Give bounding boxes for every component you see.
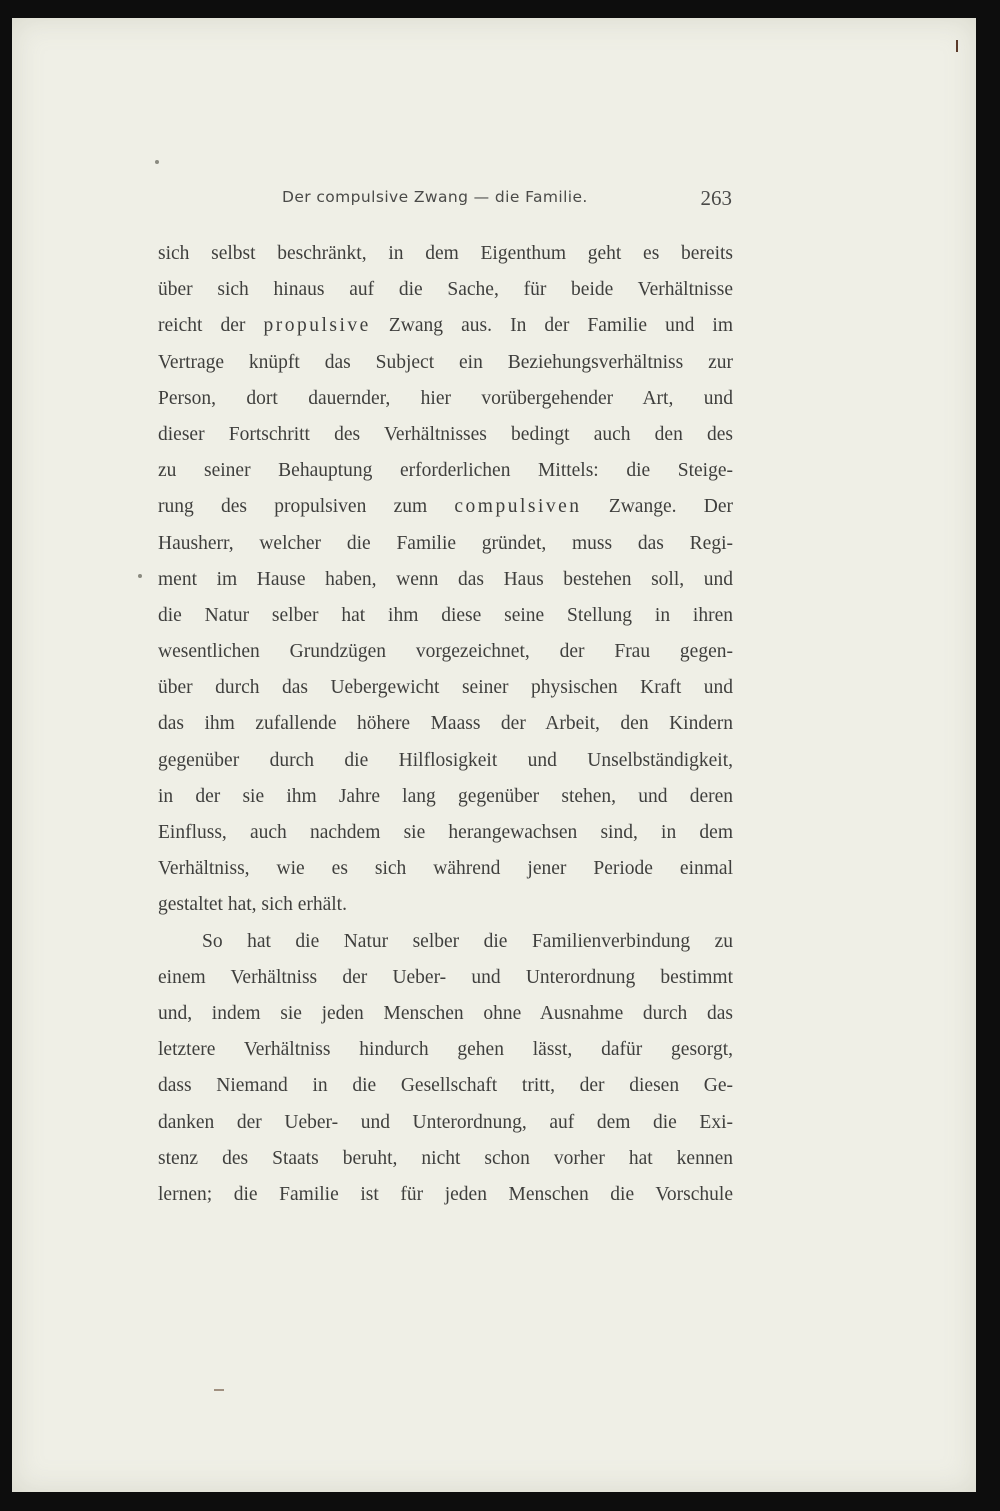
text-line: Hausherr, welcher die Familie gründet, muss das Regi- (158, 532, 733, 554)
text-line: dass Niemand in die Gesellschaft tritt, der diesen Ge- (158, 1075, 733, 1097)
margin-dot (138, 574, 142, 578)
text-fragment: Zwange. Der (581, 496, 733, 518)
text-line: wesentlichen Grundzügen vorgezeichnet, der Frau gegen- (158, 641, 733, 663)
spaced-word: compulsiven (454, 496, 582, 518)
text-line: gegenüber durch die Hilflosigkeit und Unselbständigkeit, (158, 749, 733, 771)
margin-dot (155, 160, 159, 164)
text-line: die Natur selber hat ihm diese seine Stellung in ihren (158, 604, 733, 626)
page-corner-mark (956, 40, 958, 52)
running-head: Der compulsive Zwang — die Familie. (282, 188, 588, 206)
text-line: stenz des Staats beruht, nicht schon vorher hat kennen (158, 1147, 733, 1169)
text-line: in der sie ihm Jahre lang gegenüber stehen, und deren (158, 785, 733, 807)
text-line: Person, dort dauernder, hier vorübergehender Art, und (158, 387, 733, 409)
text-fragment: reicht der (158, 315, 264, 337)
spaced-word: propulsive (263, 315, 371, 337)
text-line: zu seiner Behauptung erforderlichen Mittels: die Steige- (158, 460, 733, 482)
text-line: das ihm zufallende höhere Maass der Arbeit, den Kindern (158, 713, 733, 735)
text-line: einem Verhältniss der Ueber- und Unterordnung bestimmt (158, 966, 733, 988)
text-line: über sich hinaus auf die Sache, für beide Verhältnisse (158, 279, 733, 301)
page-header (282, 170, 732, 210)
text-line: Verhältniss, wie es sich während jener Periode einmal (158, 858, 733, 880)
text-line: über durch das Uebergewicht seiner physischen Kraft und (158, 677, 733, 699)
text-line: gestaltet hat, sich erhält. (158, 894, 347, 916)
text-line: So hat die Natur selber die Familienverbindung zu (202, 930, 733, 952)
text-line: lernen; die Familie ist für jeden Menschen die Vorschule (158, 1183, 733, 1205)
text-line: danken der Ueber- und Unterordnung, auf dem die Exi- (158, 1111, 733, 1133)
text-line: Einfluss, auch nachdem sie herangewachsen sind, in dem (158, 822, 733, 843)
text-line: und, indem sie jeden Menschen ohne Ausnahme durch das (158, 1002, 733, 1024)
text-line: Vertrage knüpft das Subject ein Beziehungsverhältniss zur (158, 351, 733, 373)
text-line: ment im Hause haben, wenn das Haus bestehen soll, und (158, 568, 733, 590)
text-fragment: Zwang aus. In der Familie und im (370, 315, 733, 337)
text-line: letztere Verhältniss hindurch gehen lässt, dafür gesorgt, (158, 1039, 733, 1061)
page-number: 263 (700, 186, 732, 210)
text-line: sich selbst beschränkt, in dem Eigenthum geht es bereits (158, 243, 733, 264)
foot-mark (214, 1389, 224, 1391)
text-line (158, 308, 733, 344)
text-line: dieser Fortschritt des Verhältnisses bedingt auch den des (158, 423, 733, 445)
text-line (158, 489, 733, 525)
body-text (158, 236, 733, 1213)
text-fragment: rung des propulsiven zum (158, 496, 455, 518)
